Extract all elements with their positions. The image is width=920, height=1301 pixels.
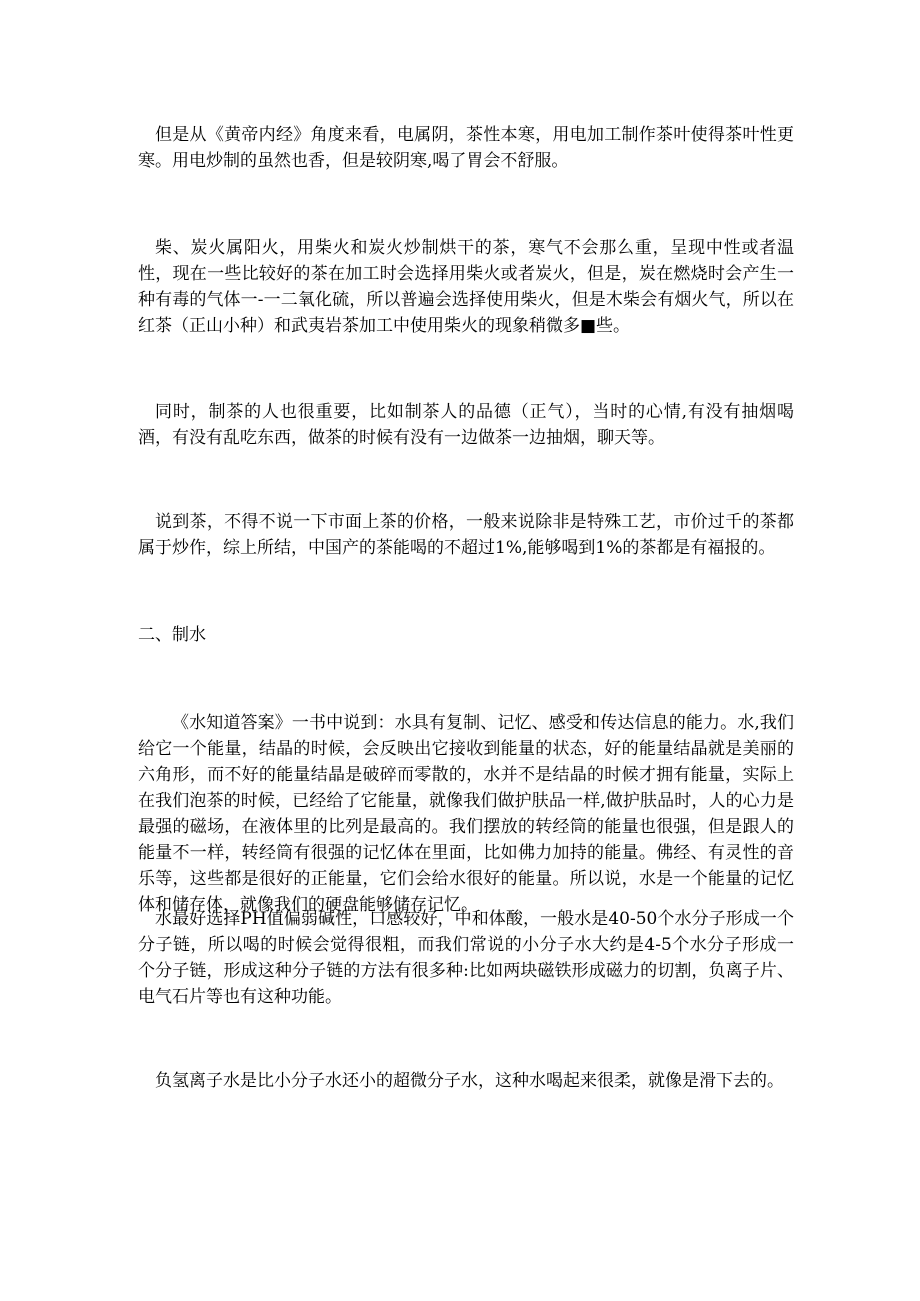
paragraph-water-ph: 水最好选择PH值偏弱碱性，口感较好，中和体酸，一般水是40-50个水分子形成一个分子链，所以喝的时候会觉得很粗，而我们常说的小分子水大约是4-5个水分子形成一个分子链，形成这种分子链的方法有很多种:比如两块磁铁形成磁力的切割，负离子片、电气石片等也有这种功能。 [138, 909, 794, 1007]
paragraph-hydrogen-water: 负氢离子水是比小分子水还小的超微分子水，这种水喝起来很柔，就像是滑下去的。 [155, 1071, 784, 1091]
paragraph-tea-price: 说到茶，不得不说一下市面上茶的价格，一般来说除非是特殊工艺，市价过千的茶都属于炒作，综上所结，中国产的茶能喝的不超过1%,能够喝到1%的茶都是有福报的。 [138, 512, 794, 558]
paragraph-electric-roasting: 但是从《黄帝内经》角度来看，电属阴，茶性本寒，用电加工制作茶叶使得茶叶性更寒。用电炒制的虽然也香，但是较阴寒,喝了胃会不舒服。 [138, 125, 794, 171]
paragraph-wood-charcoal-fire: 柴、炭火属阳火，用柴火和炭火炒制烘干的茶，寒气不会那么重，呈现中性或者温性，现在一些比较好的茶在加工时会选择用柴火或者炭火，但是，炭在燃烧时会产生一种有毒的气体一-一二氧化硫，所以普遍会选择使用柴火，但是木柴会有烟火气，所以在红茶（正山小种）和武夷岩茶加工中使用柴火的现象稍微多■些。 [138, 238, 794, 336]
paragraph-tea-maker: 同时，制茶的人也很重要，比如制茶人的品德（正气），当时的心情,有没有抽烟喝酒，有没有乱吃东西，做茶的时候有没有一边做茶一边抽烟，聊天等。 [138, 402, 794, 448]
section-heading-water: 二、制水 [138, 625, 206, 645]
paragraph-water-memory: 《水知道答案》一书中说到：水具有复制、记忆、感受和传达信息的能力。水,我们给它一个能量，结晶的时候，会反映出它接收到能量的状态，好的能量结晶就是美丽的六角形，而不好的能量结晶是破碎而零散的，水并不是结晶的时候才拥有能量，实际上在我们泡茶的时候，已经给了它能量，就像我们做护肤品一样,做护肤品时，人的心力是最强的磁场，在液体里的比列是最高的。我们摆放的转经筒的能量也很强，但是跟人的能量不一样，转经筒有很强的记忆体在里面，比如佛力加持的能量。佛经、有灵性的音乐等，这些都是很好的正能量，它们会给水很好的能量。所以说，水是一个能量的记忆体和储存体，就像我们的硬盘能够储存记忆。 [138, 713, 794, 915]
